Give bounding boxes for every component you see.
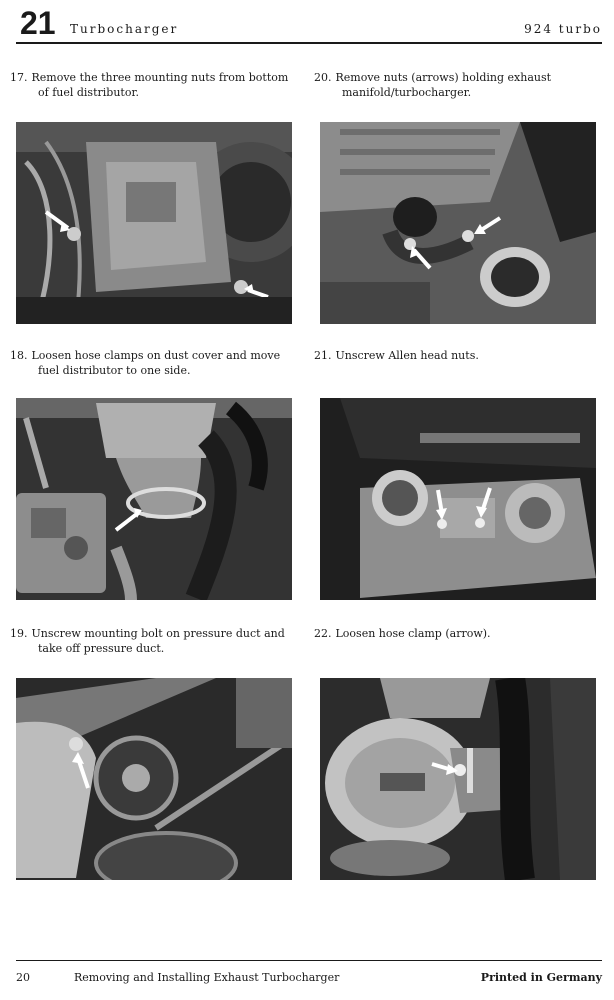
step-number: 18. [10, 349, 28, 362]
step-text [314, 626, 598, 641]
step-number: 20. [314, 71, 332, 84]
step-instruction: Loosen hose clamps on dust cover and move fuel distributor to one side. [31, 349, 281, 377]
engine-photo-illustration [16, 678, 292, 880]
step-text [314, 70, 598, 100]
step-instruction: Unscrew mounting bolt on pressure duct and take off pressure duct. [31, 627, 285, 655]
footer-title: Removing and Installing Exhaust Turbocharger [74, 971, 340, 984]
step-text [314, 348, 598, 363]
photo-hose-clamp [320, 678, 596, 880]
step-number: 19. [10, 627, 28, 640]
photo-fuel-distributor-nuts [16, 122, 292, 324]
step-instruction: Loosen hose clamp (arrow). [335, 627, 491, 640]
step-text [10, 626, 294, 656]
photo-exhaust-manifold-nuts [320, 122, 596, 324]
page-header [16, 5, 602, 44]
engine-photo-illustration [320, 122, 596, 324]
photo-allen-head-nuts [320, 398, 596, 600]
model-name: 924 turbo [524, 22, 602, 36]
chapter-title: Turbocharger [70, 22, 179, 36]
step-text [10, 70, 294, 100]
step-instruction: Remove nuts (arrows) holding exhaust manifold/turbocharger. [335, 71, 552, 99]
engine-photo-illustration [320, 398, 596, 600]
step-instruction: Remove the three mounting nuts from bottom of fuel distributor. [31, 71, 289, 99]
step-text [10, 348, 294, 378]
step-instruction: Unscrew Allen head nuts. [335, 349, 479, 362]
engine-photo-illustration [16, 122, 292, 324]
page-number: 20 [16, 971, 30, 984]
step-number: 17. [10, 71, 28, 84]
photo-pressure-duct-bolt [16, 678, 292, 880]
step-number: 21. [314, 349, 332, 362]
photo-hose-clamps-dust-cover [16, 398, 292, 600]
chapter-number: 21 [20, 5, 56, 41]
engine-photo-illustration [16, 398, 292, 600]
engine-photo-illustration [320, 678, 596, 880]
step-number: 22. [314, 627, 332, 640]
page-footer [16, 960, 602, 991]
printed-notice: Printed in Germany [480, 971, 602, 984]
